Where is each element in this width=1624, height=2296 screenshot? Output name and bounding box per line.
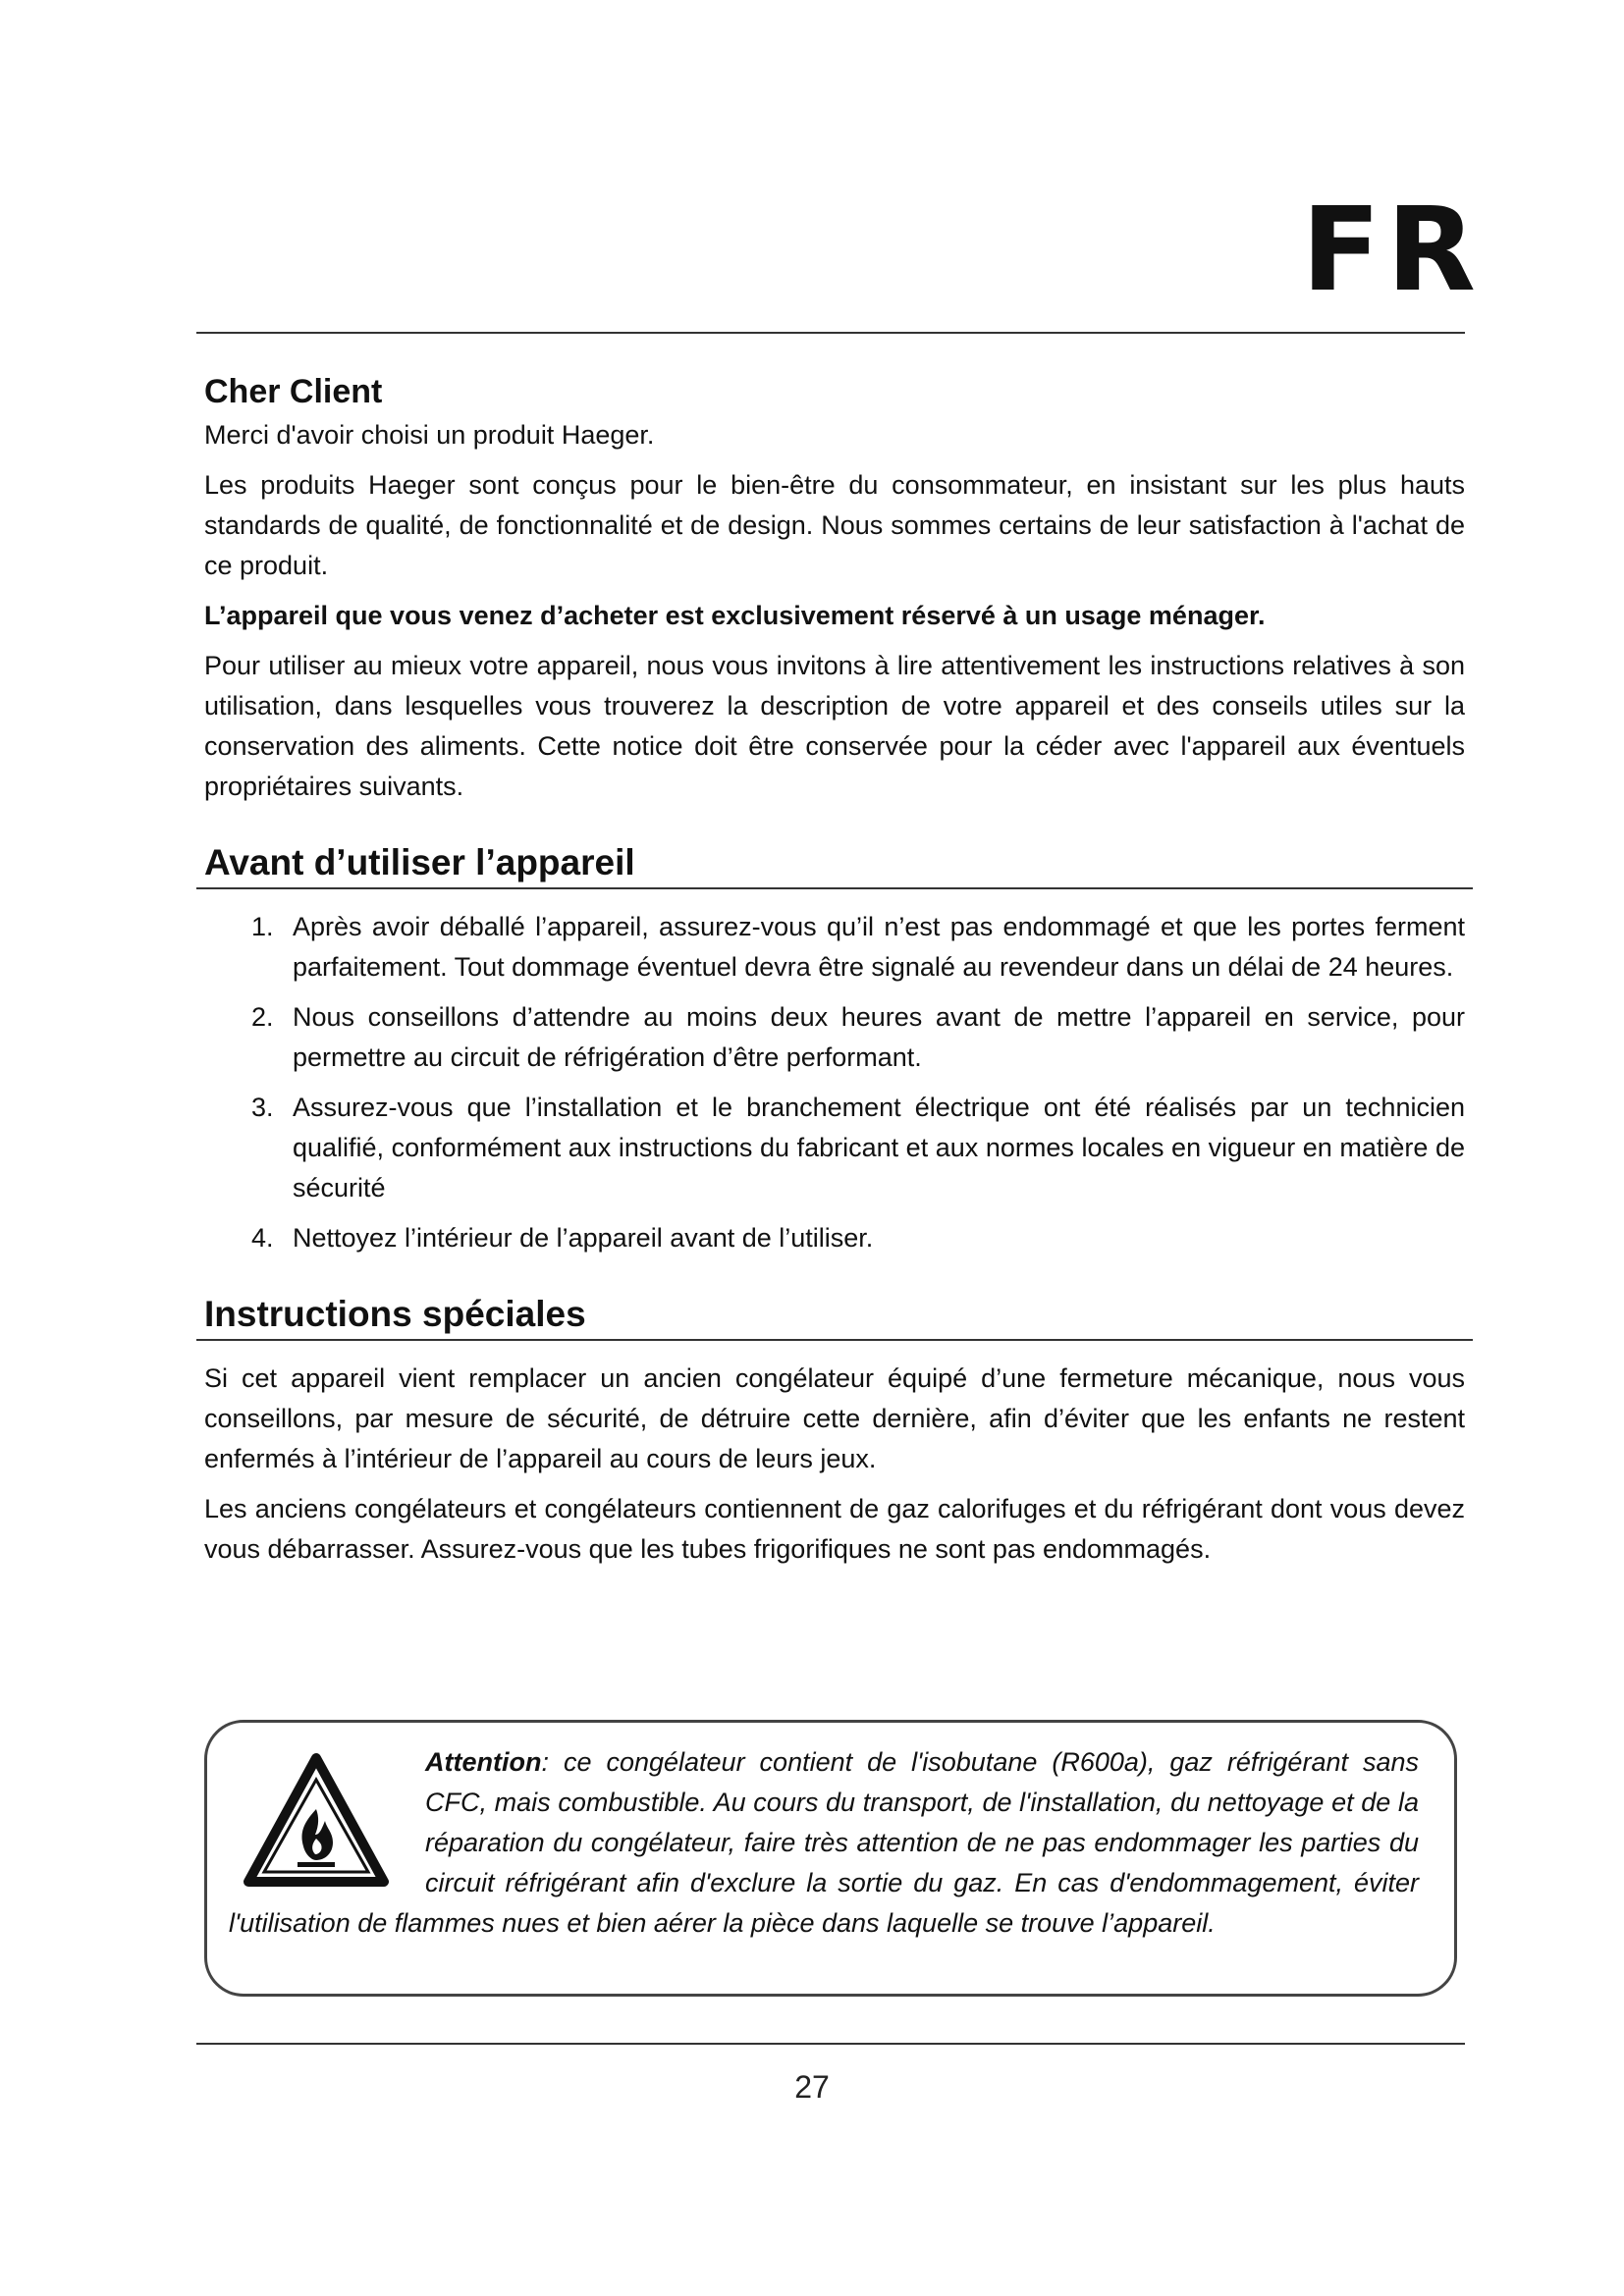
warning-box [204,1720,1457,1997]
language-code: FR [1301,182,1482,317]
special-paragraph: Les anciens congélateurs et congélateurs contiennent de gaz calorifuges et du réfrigérant dont vous devez vous débarrasser. Assurez-vous que les tubes frigorifiques ne sont pas endommagés. [204,1494,1465,1564]
warning-text [229,1742,1419,1944]
intro-title: Cher Client [204,373,383,410]
intro-paragraph: Les produits Haeger sont conçus pour le bien-être du consommateur, en insistant sur les plus hauts standards de qualité, de fonctionnalité et de design. Nous sommes certains de leur satisfaction à l'achat de ce produit. [204,470,1465,580]
before-use-section [204,842,1465,1258]
step-item: 4. Nettoyez l’intérieur de l’appareil avant de l’utiliser. [281,1218,1465,1258]
household-use-notice: L’appareil que vous venez d’acheter est exclusivement réservé à un usage ménager. [204,601,1266,630]
before-use-steps [204,907,1465,1258]
page-content [204,373,1465,1579]
intro-closing-paragraph: Pour utiliser au mieux votre appareil, nous vous invitons à lire attentivement les instructions relatives à son utilisation, dans lesquelles vous trouverez la description de votre appareil et des conseils utiles sur la conservation des aliments. Cette notice doit être conservée pour la céder avec l'appareil aux éventuels propriétaires suivants. [204,651,1465,801]
warning-body: : ce congélateur contient de l'isobutane (R600a), gaz réfrigérant sans CFC, mais combustible. Au cours du transport, de l'installation, du nettoyage et de la réparation du congélateur, faire très attention de ne pas endommager les parties du circuit réfrigérant afin d'exclure la sortie du gaz. En cas d'endommagement, éviter l'utilisation de flammes nues et bien aérer la pièce dans laquelle se trouve l’appareil. [229,1747,1419,1938]
before-use-title: Avant d’utiliser l’appareil [204,842,635,882]
icon-spacer [229,1742,425,1903]
step-item: 1. Après avoir déballé l’appareil, assurez-vous qu’il n’est pas endommagé et que les portes ferment parfaitement. Tout dommage éventuel devra être signalé au revendeur dans un délai de 24 heures. [281,907,1465,988]
footer-rule [196,2043,1465,2045]
special-instructions-title: Instructions spéciales [204,1294,586,1334]
step-item: 3. Assurez-vous que l’installation et le branchement électrique ont été réalisés par un technicien qualifié, conformément aux instructions du fabricant et aux normes locales en vigueur en matière de sécurité [281,1088,1465,1208]
header-rule [196,332,1465,334]
section-rule [196,887,1473,889]
special-instructions-section [204,1294,1465,1570]
intro-paragraph: Merci d'avoir choisi un produit Haeger. [204,420,655,450]
intro-section [204,373,1465,807]
special-paragraph: Si cet appareil vient remplacer un ancien congélateur équipé d’une fermeture mécanique, nous vous conseillons, par mesure de sécurité, de détruire cette dernière, afin d’éviter que les enfants ne restent enfermés à l’intérieur de l’appareil au cours de leurs jeux. [204,1363,1465,1473]
step-item: 2. Nous conseillons d’attendre au moins deux heures avant de mettre l’appareil en service, pour permettre au circuit de réfrigération d’être performant. [281,997,1465,1078]
warning-label: Attention [425,1747,542,1777]
page-number: 27 [794,2069,830,2105]
section-rule [196,1339,1473,1341]
